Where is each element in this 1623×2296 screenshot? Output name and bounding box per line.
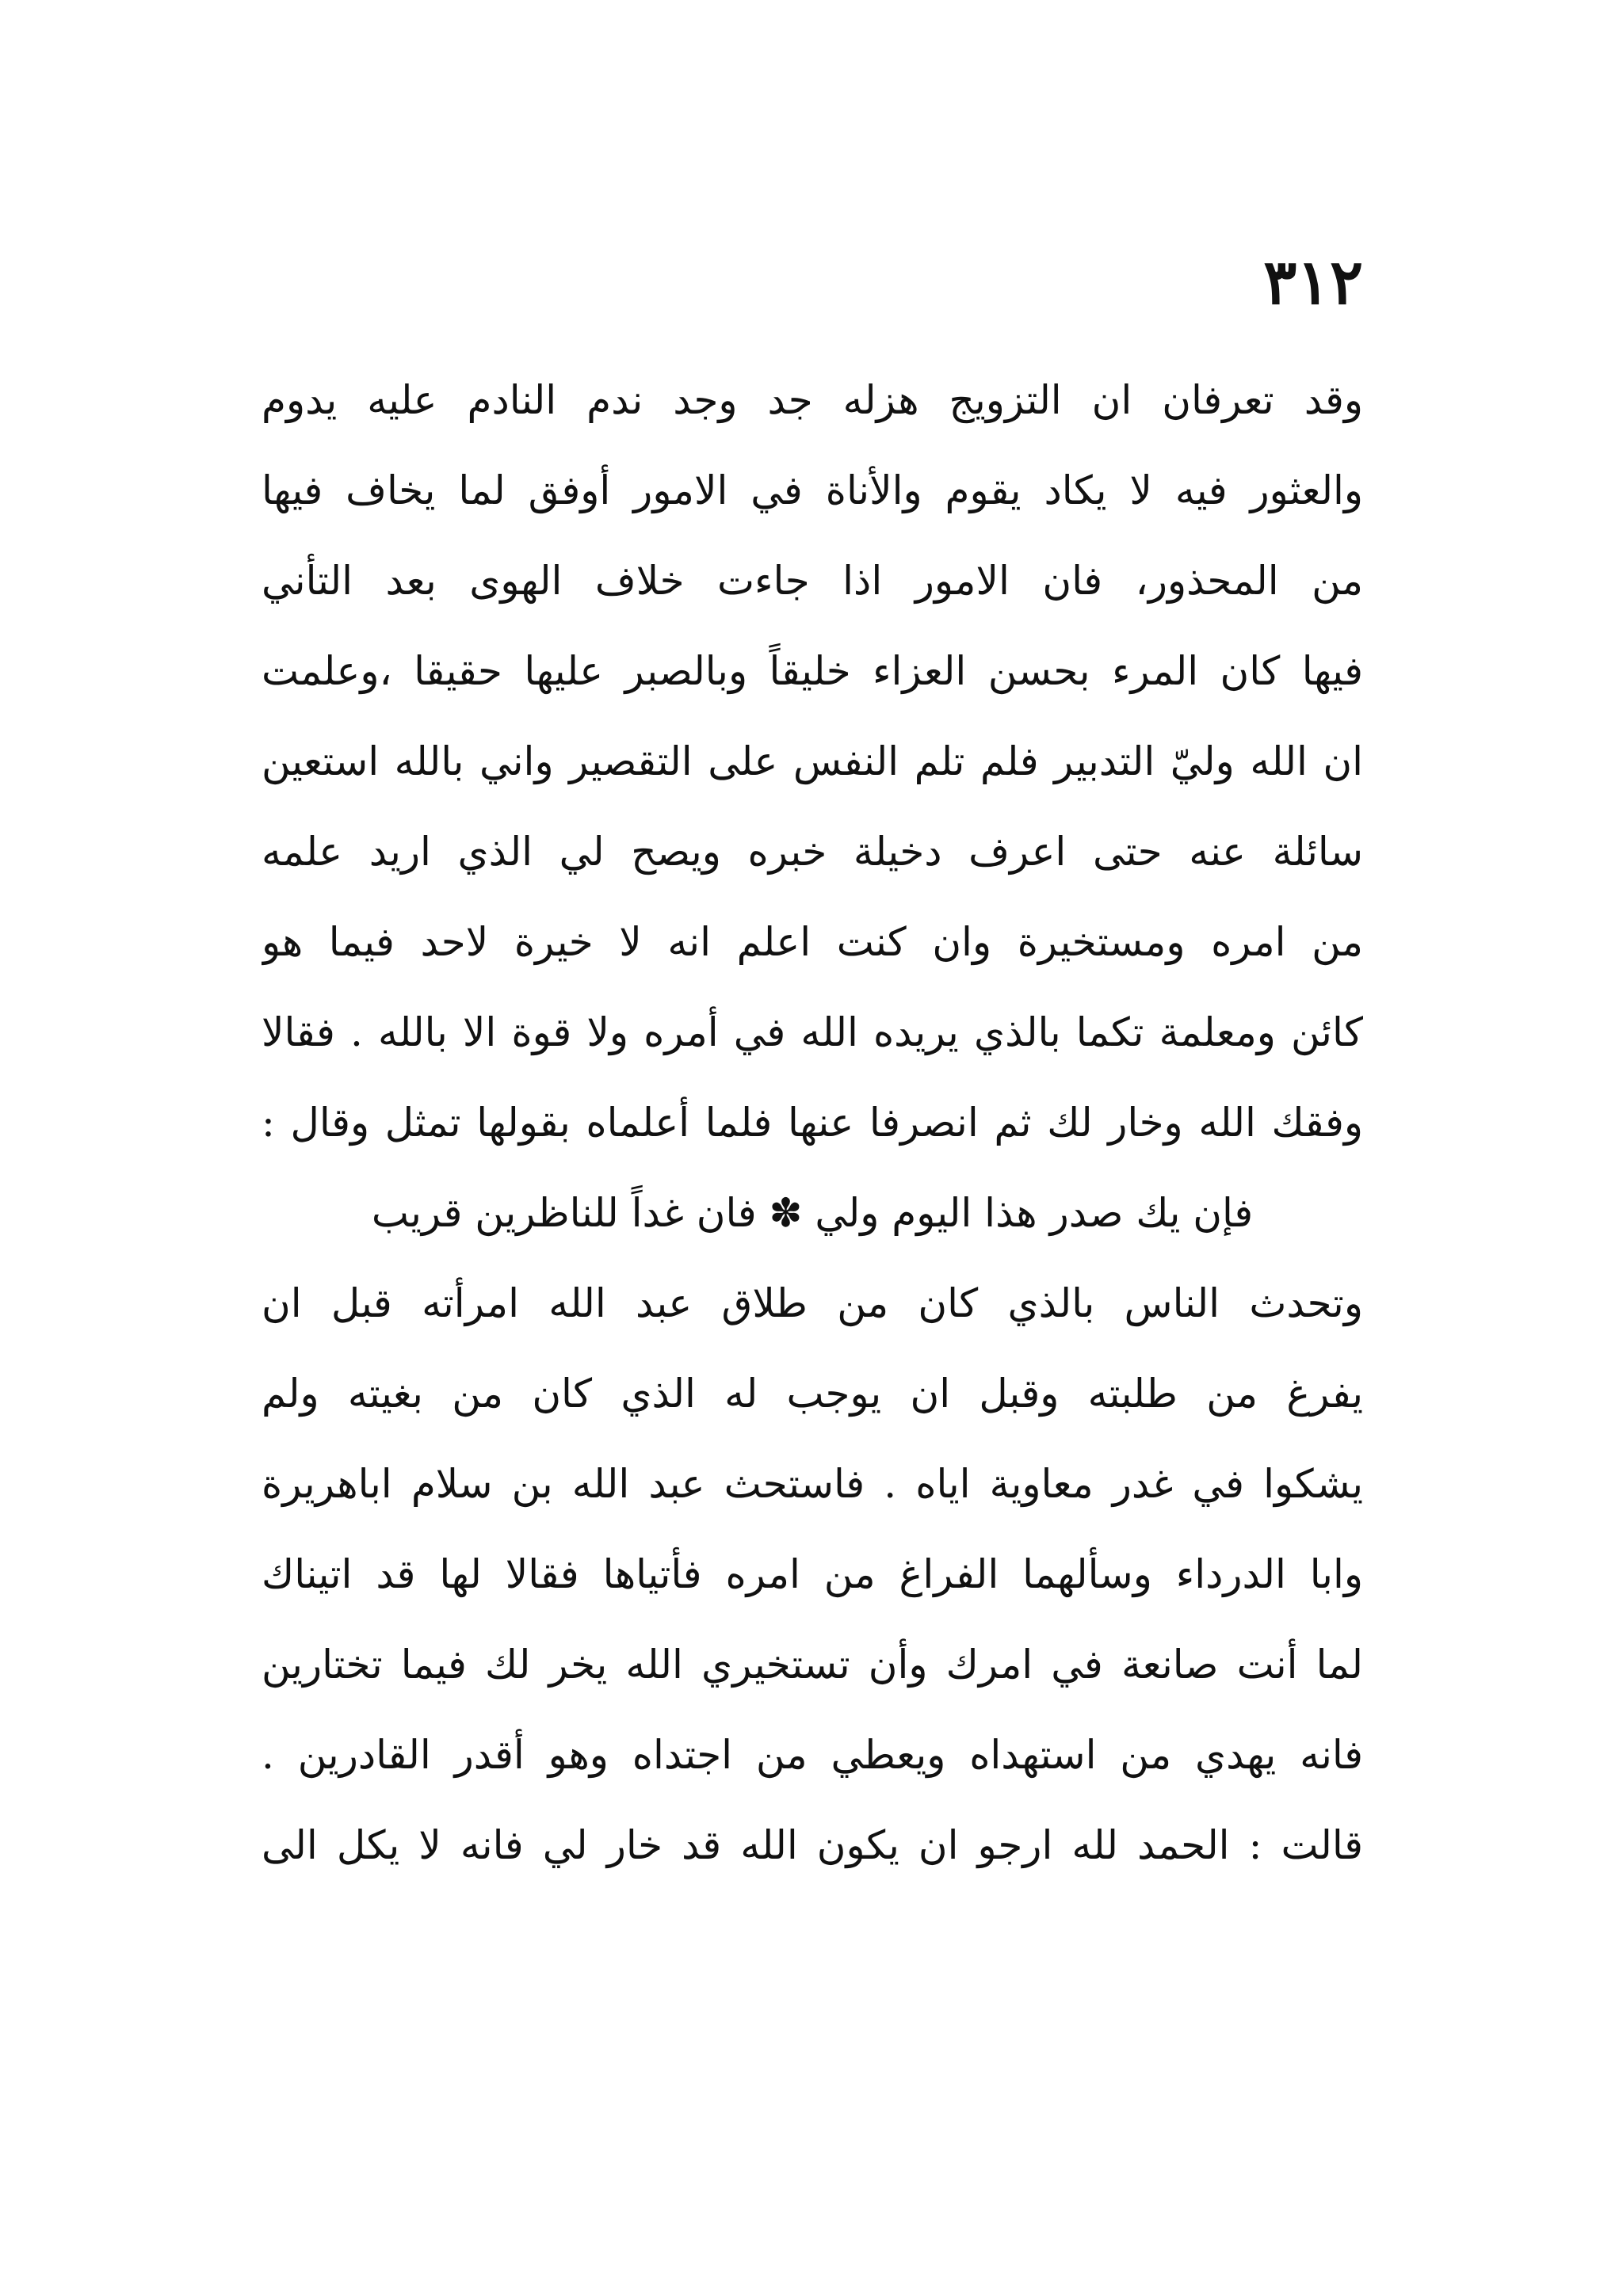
text-line: لما أنت صانعة في امرك وأن تستخيري الله يخر لك فيما تختارين [262,1642,1363,1688]
text-line: قالت : الحمد لله ارجو ان يكون الله قد خار لي فانه لا يكل الى [262,1822,1363,1868]
page-number: ٣١٢ [1263,246,1363,318]
text-line: وابا الدرداء وسألهما الفراغ من امره فأتياها فقالا لها قد اتيناك [262,1551,1363,1597]
verse-line: فإن يك صدر هذا اليوم ولي ✽ فان غداً للناظرين قريب [371,1190,1254,1236]
text-line: يشكوا في غدر معاوية اياه . فاستحث عبد الله بن سلام اباهريرة [262,1461,1363,1507]
text-line: ان الله وليّ التدبير فلم تلم النفس على التقصير واني بالله استعين [262,738,1363,784]
text-line: وتحدث الناس بالذي كان من طلاق عبد الله امرأته قبل ان [262,1280,1363,1326]
text-line: سائلة عنه حتى اعرف دخيلة خبره ويصح لي الذي اريد علمه [262,829,1363,875]
text-line: فيها كان المرء بحسن العزاء خليقاً وبالصبر عليها حقيقا ،وعلمت [262,648,1363,694]
body-text [262,355,1363,1890]
text-line: يفرغ من طلبته وقبل ان يوجب له الذي كان من بغيته ولم [262,1371,1363,1417]
text-line: وقد تعرفان ان التزويج هزله جد وجد ندم النادم عليه يدوم [262,377,1363,423]
text-line: وفقك الله وخار لك ثم انصرفا عنها فلما أعلماه بقولها تمثل وقال : [262,1100,1363,1146]
text-line: من المحذور، فان الامور اذا جاءت خلاف الهوى بعد التأني [262,558,1363,604]
text-line: والعثور فيه لا يكاد يقوم والأناة في الامور أوفق لما يخاف فيها [262,467,1363,513]
text-line: من امره ومستخيرة وان كنت اعلم انه لا خيرة لاحد فيما هو [262,919,1363,965]
text-line: كائن ومعلمة تكما بالذي يريده الله في أمره ولا قوة الا بالله . فقالا [262,1009,1363,1055]
text-line: فانه يهدي من استهداه ويعطي من اجتداه وهو أقدر القادرين . [262,1732,1363,1778]
